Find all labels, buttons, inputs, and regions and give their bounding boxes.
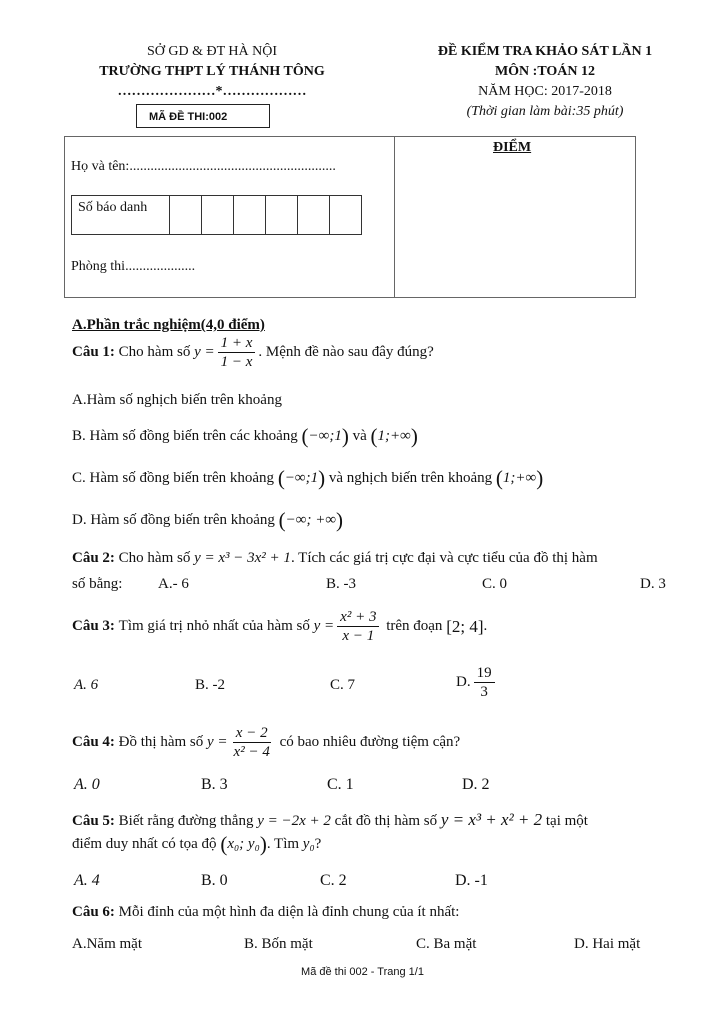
paren-close: ) [336, 508, 344, 532]
q6-option-a[interactable]: A.Năm mặt [72, 936, 142, 952]
question-label: Câu 1: [72, 344, 115, 360]
question-text: Đồ thị hàm số [118, 734, 204, 750]
question-text: . Mệnh đề nào sau đây đúng? [258, 344, 434, 360]
paren-close: ) [410, 424, 418, 448]
question-text: Tìm giá trị nhỏ nhất của hàm số [118, 618, 310, 634]
fraction-numerator: 1 + x [218, 334, 256, 353]
student-info-table [64, 136, 636, 298]
fraction-numerator: x − 2 [233, 724, 271, 743]
question-text: Cho hàm số [118, 550, 191, 566]
question-label: Câu 5: [72, 813, 115, 829]
paren-close: ) [318, 466, 326, 490]
student-name-field[interactable]: Họ và tên:........................................................... [71, 159, 336, 174]
interval-math: [2; 4] [446, 616, 484, 636]
fraction-denominator: x − 1 [342, 628, 375, 644]
paren-open: ( [301, 424, 309, 448]
q1-option-a[interactable]: A.Hàm số nghịch biến trên khoảng [72, 392, 282, 408]
q2-continuation: số bằng: [72, 576, 123, 592]
fraction-numerator: 19 [474, 664, 495, 683]
paren-close: ) [341, 424, 349, 448]
formula: y = x³ − 3x² + 1 [194, 550, 291, 566]
q5-option-b[interactable]: B. 0 [201, 872, 228, 889]
question-text: trên đoạn [386, 618, 443, 634]
candidate-number-grid[interactable] [71, 195, 362, 235]
question-text: điểm duy nhất có tọa độ [72, 836, 217, 852]
q2-option-a[interactable]: A.- 6 [158, 576, 189, 592]
q3-option-b[interactable]: B. -2 [195, 677, 225, 693]
score-label: ĐIỂM [493, 140, 532, 155]
paren-open: ( [278, 508, 286, 532]
question-text: tại một [545, 813, 588, 829]
duration: (Thời gian làm bài:35 phút) [466, 104, 624, 119]
question-text: Cho hàm số [118, 344, 191, 360]
page-footer: Mã đề thi 002 - Trang 1/1 [301, 966, 424, 978]
candidate-number-cell[interactable] [330, 196, 361, 234]
fraction-denominator: x² − 4 [233, 744, 270, 760]
option-text: C. Hàm số đồng biến trên khoảng [72, 470, 275, 486]
q2-option-c[interactable]: C. 0 [482, 576, 508, 592]
candidate-number-label: Số báo danh [72, 196, 170, 234]
y0-math: y₀ [302, 836, 315, 852]
q3-option-a[interactable]: A. 6 [74, 677, 99, 693]
question-label: Câu 6: [72, 904, 115, 920]
fraction-denominator: 1 − x [220, 354, 253, 370]
q2-option-b[interactable]: B. -3 [326, 576, 356, 592]
q4-option-a[interactable]: A. 0 [74, 776, 100, 793]
paren-close: ) [536, 466, 544, 490]
question-1 [72, 334, 434, 371]
candidate-number-cell[interactable] [234, 196, 266, 234]
exam-room-field[interactable]: Phòng thi.................... [71, 259, 196, 274]
fraction-numerator: x² + 3 [337, 608, 379, 627]
option-text: và nghịch biến trên khoảng [328, 470, 493, 486]
q4-option-c[interactable]: C. 1 [327, 776, 354, 793]
question-5 [72, 810, 672, 830]
paren-open: ( [370, 424, 378, 448]
fraction [474, 664, 495, 701]
formula: y = −2x + 2 [257, 813, 331, 829]
formula-lhs: y = [207, 734, 228, 750]
option-text: B. Hàm số đồng biến trên các khoảng [72, 428, 298, 444]
q5-option-d[interactable]: D. -1 [455, 872, 488, 889]
school-year: NĂM HỌC: 2017-2018 [478, 84, 612, 99]
q6-option-d[interactable]: D. Hai mặt [574, 936, 641, 952]
formula-lhs: y = [313, 618, 335, 634]
question-4 [72, 724, 460, 761]
question-label: Câu 4: [72, 734, 115, 750]
option-text: và [352, 428, 367, 444]
header-right [390, 42, 700, 122]
school-name: TRƯỜNG THPT LÝ THÁNH TÔNG [99, 64, 325, 79]
q6-option-c[interactable]: C. Ba mặt [416, 936, 477, 952]
question-label: Câu 3: [72, 618, 115, 634]
question-3 [72, 608, 487, 645]
exam-code-box: MÃ ĐỀ THI:002 [136, 104, 270, 128]
option-text: D. Hàm số đồng biến trên khoảng [72, 512, 275, 528]
candidate-number-cell[interactable] [170, 196, 202, 234]
interval-math: −∞;1 [308, 428, 342, 444]
q1-option-d[interactable] [72, 508, 343, 533]
fraction [218, 334, 256, 371]
option-text: D. [456, 674, 471, 690]
header-divider-dots: …………………*……………… [117, 84, 307, 99]
question-text: . Tìm [266, 836, 300, 852]
question-text: Mỗi đỉnh của một hình đa diện là đỉnh chung của ít nhất: [118, 904, 460, 920]
q5-option-a[interactable]: A. 4 [74, 872, 100, 889]
question-text: . Tích các giá trị cực đại và cực tiểu của đồ thị hàm [290, 550, 598, 566]
formula: y = x³ + x² + 2 [440, 810, 543, 829]
paren-open: ( [220, 832, 228, 856]
interval-math: −∞;1 [284, 470, 319, 486]
q1-option-b[interactable] [72, 424, 418, 449]
question-label: Câu 2: [72, 550, 115, 566]
q4-option-d[interactable]: D. 2 [462, 776, 490, 793]
interval-math: 1;+∞ [377, 428, 411, 444]
exam-title: ĐỀ KIỂM TRA KHẢO SÁT LẦN 1 [437, 44, 653, 59]
question-text: có bao nhiêu đường tiệm cận? [279, 734, 461, 750]
q6-option-b[interactable]: B. Bốn mặt [244, 936, 313, 952]
formula-lhs: y = [194, 344, 215, 360]
q2-option-d[interactable]: D. 3 [640, 576, 666, 592]
question-text: Biết rằng đường thẳng [118, 813, 254, 829]
question-2 [72, 550, 672, 567]
department-name: SỞ GD & ĐT HÀ NỘI [146, 44, 278, 59]
question-text: cắt đồ thị hàm số [334, 813, 438, 829]
q3-option-d[interactable] [456, 664, 498, 701]
q5-option-c[interactable]: C. 2 [320, 872, 347, 889]
candidate-number-cell[interactable] [202, 196, 234, 234]
q4-option-b[interactable]: B. 3 [201, 776, 228, 793]
interval-math: −∞; +∞ [285, 512, 337, 528]
section-title: A.Phần trắc nghiệm(4,0 điểm) [72, 317, 265, 333]
fraction [337, 608, 379, 645]
question-6 [72, 904, 459, 921]
paren-open: ( [495, 466, 503, 490]
question-text: ? [314, 836, 322, 852]
candidate-number-cell[interactable] [298, 196, 330, 234]
fraction-denominator: 3 [480, 684, 488, 700]
paren-open: ( [277, 466, 285, 490]
candidate-number-cell[interactable] [266, 196, 298, 234]
point-math: x₀; y₀ [227, 836, 260, 852]
question-text: . [483, 618, 488, 634]
interval-math: 1;+∞ [502, 470, 537, 486]
subject: MÔN :TOÁN 12 [494, 64, 596, 79]
fraction [231, 724, 273, 761]
question-5-line-2 [72, 832, 321, 857]
header-left [62, 42, 362, 102]
q1-option-c[interactable] [72, 466, 543, 491]
paren-close: ) [259, 832, 267, 856]
q3-option-c[interactable]: C. 7 [330, 677, 356, 693]
